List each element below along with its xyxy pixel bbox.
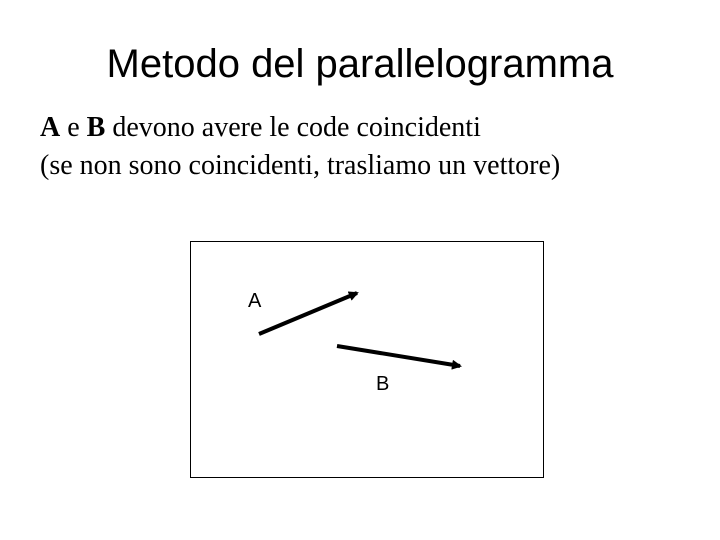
vector-b-label: B <box>376 373 390 395</box>
slide-title: Metodo del parallelogramma <box>106 42 614 86</box>
body-line-2: (se non sono coincidenti, trasliamo un vettore) <box>40 150 561 181</box>
vector-diagram-canvas <box>191 242 545 479</box>
body-line-1-rest: devono avere le code coincidenti <box>105 112 481 143</box>
vector-a-ref: A <box>40 112 61 143</box>
vector-b-ref: B <box>86 112 106 143</box>
body-line-1 <box>40 112 481 144</box>
vector-a-label: A <box>248 290 262 312</box>
vector-a-arrow <box>259 293 357 334</box>
conjunction-text: e <box>60 112 87 143</box>
vector-diagram <box>190 241 544 478</box>
vector-b-arrow <box>337 346 460 366</box>
